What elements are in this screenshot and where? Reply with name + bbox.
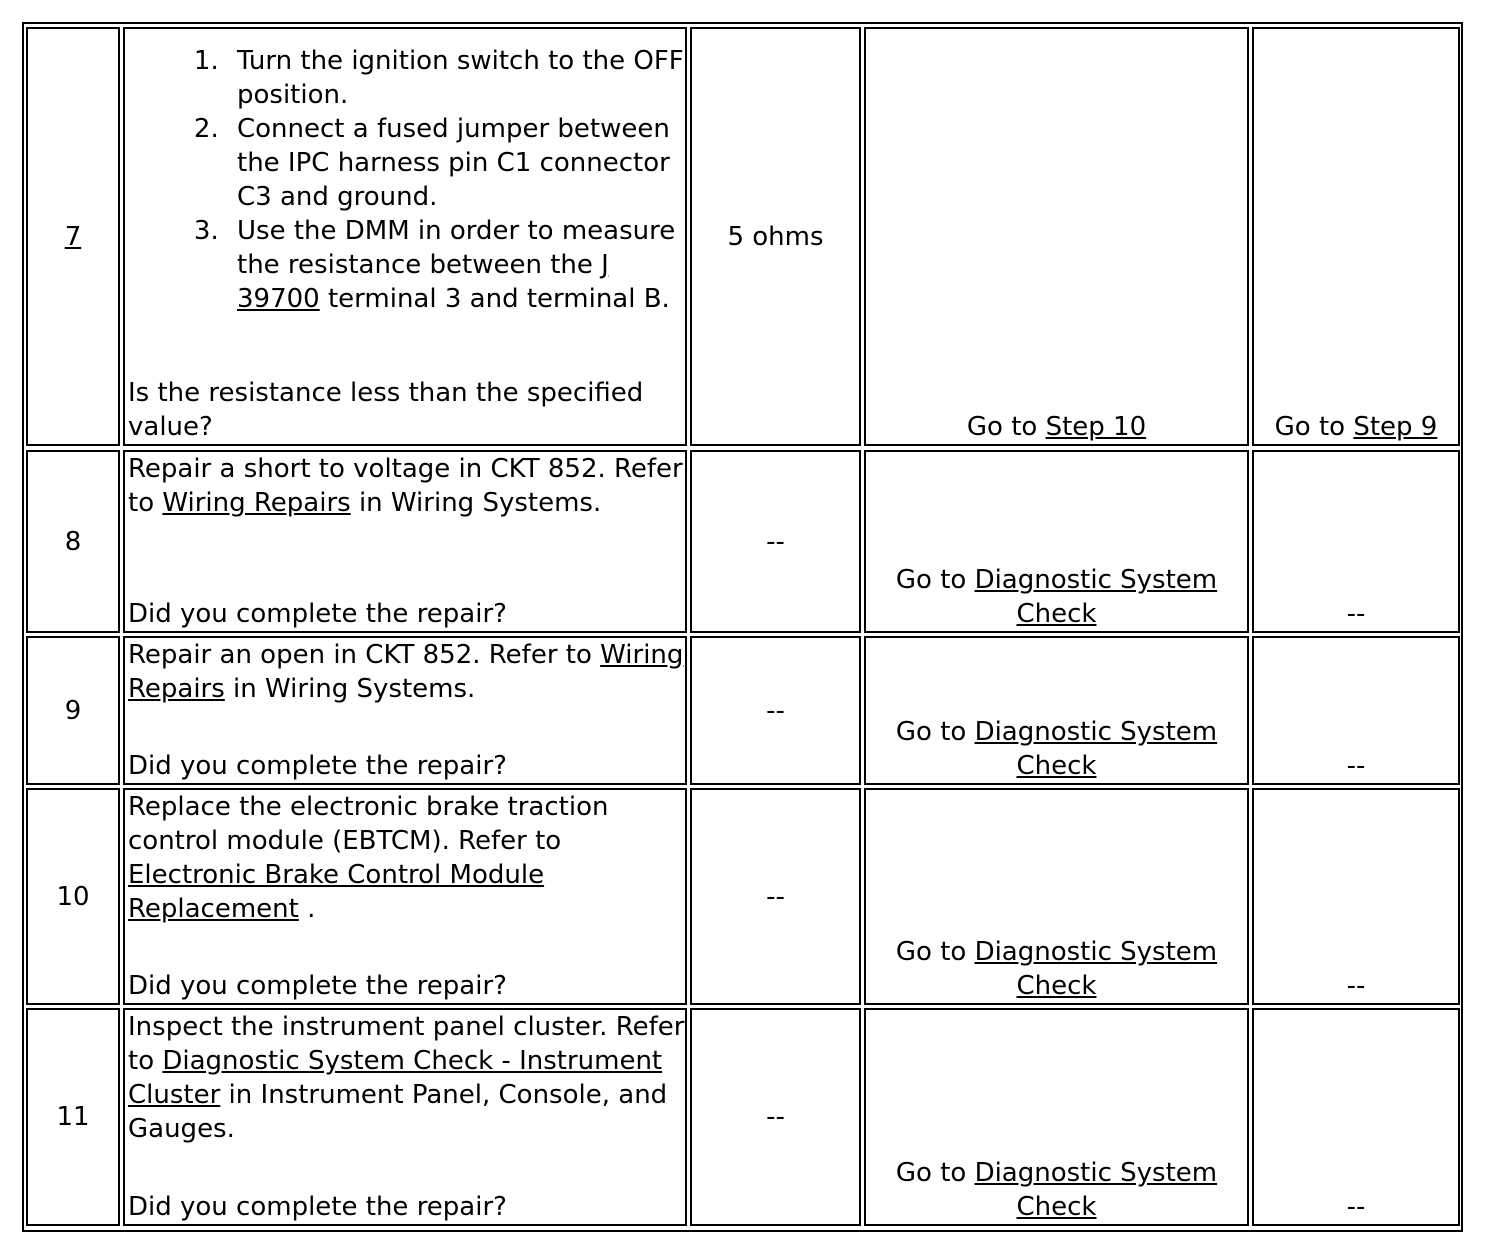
instruction-text: Repair an open in CKT 852. Refer to Wiring Repairs in Wiring Systems. [128,640,684,704]
question-text: Did you complete the repair? [128,751,507,781]
step-cell-11: 11 [26,1008,120,1226]
ebcm-replacement-link[interactable]: Electronic Brake Control Module Replacement [128,860,545,924]
question-text: Did you complete the repair? [128,1192,507,1222]
yes-cell-8: Go to Diagnostic System Check [864,450,1249,633]
diagnostic-system-check-link[interactable]: Check [1016,1192,1097,1222]
diagnostic-system-check-link[interactable]: Diagnostic System [974,937,1218,967]
diagnostic-system-check-link[interactable]: Diagnostic System [974,565,1218,595]
diagnostic-system-check-ic-link[interactable]: Diagnostic System Check - Instrument Cluster [128,1046,663,1110]
question-text: Did you complete the repair? [128,599,507,629]
diagnostic-system-check-link[interactable]: Check [1016,971,1097,1001]
instructions-cell-10 [123,788,687,1005]
diagnostic-system-check-link[interactable]: Diagnostic System [974,1158,1218,1188]
value-cell-7 [690,27,861,446]
step-cell-10: 10 [26,788,120,1005]
value-cell-9: -- [690,636,861,785]
value-cell-11: -- [690,1008,861,1226]
no-cell-7: Go to Step 9 [1252,27,1460,446]
instruction-item: 3. Use the DMM in order to measure the resistance between the J 39700 terminal 3 and terminal B. [227,214,685,316]
yes-cell-7: Go to Step 10 [864,27,1249,446]
value-cell-10: -- [690,788,861,1005]
instruction-text: Repair a short to voltage in CKT 852. Refer to Wiring Repairs in Wiring Systems. [128,454,683,518]
question-text: Did you complete the repair? [128,971,507,1001]
yes-cell-9: Go to Diagnostic System Check [864,636,1249,785]
instructions-cell-11 [123,1008,687,1226]
goto-step-10-link[interactable]: Step 10 [1045,412,1147,442]
instructions-cell-7 [123,27,687,446]
no-cell-10: -- [1252,788,1460,1005]
tool-link-j39700[interactable]: J 39700 [237,250,609,314]
instructions-cell-9 [123,636,687,785]
instructions-cell-8 [123,450,687,633]
diagnostic-system-check-link[interactable]: Check [1016,599,1097,629]
diagnostic-system-check-link[interactable]: Diagnostic System [974,717,1218,747]
value-cell-8: -- [690,450,861,633]
yes-cell-10: Go to Diagnostic System Check [864,788,1249,1005]
goto-step-9-link[interactable]: Step 9 [1353,412,1438,442]
yes-cell-11: Go to Diagnostic System Check [864,1008,1249,1226]
step-link-7[interactable]: 7 [64,221,82,252]
wiring-repairs-link[interactable]: Wiring Repairs [128,640,684,704]
instruction-item: 2. Connect a fused jumper between the IPC harness pin C1 connector C3 and ground. [227,112,685,214]
question-text: Is the resistance less than the specified value? [128,378,644,442]
no-cell-11: -- [1252,1008,1460,1226]
no-cell-8: -- [1252,450,1460,633]
instruction-text: Replace the electronic brake traction control module (EBTCM). Refer to Electronic Brake Control Module Replacement . [128,792,609,924]
step-cell-9: 9 [26,636,120,785]
step-cell-7 [26,27,120,446]
step-cell-8: 8 [26,450,120,633]
no-cell-9: -- [1252,636,1460,785]
instruction-item: 1. Turn the ignition switch to the OFF position. [227,44,685,112]
instruction-list [128,44,685,316]
diagnostic-system-check-link[interactable]: Check [1016,751,1097,781]
instruction-text: Inspect the instrument panel cluster. Refer to Diagnostic System Check - Instrument Cluster in Instrument Panel, Console, and Gauges. [128,1012,685,1144]
wiring-repairs-link[interactable]: Wiring Repairs [162,488,351,518]
spec-value: 5 ohms [727,221,824,252]
